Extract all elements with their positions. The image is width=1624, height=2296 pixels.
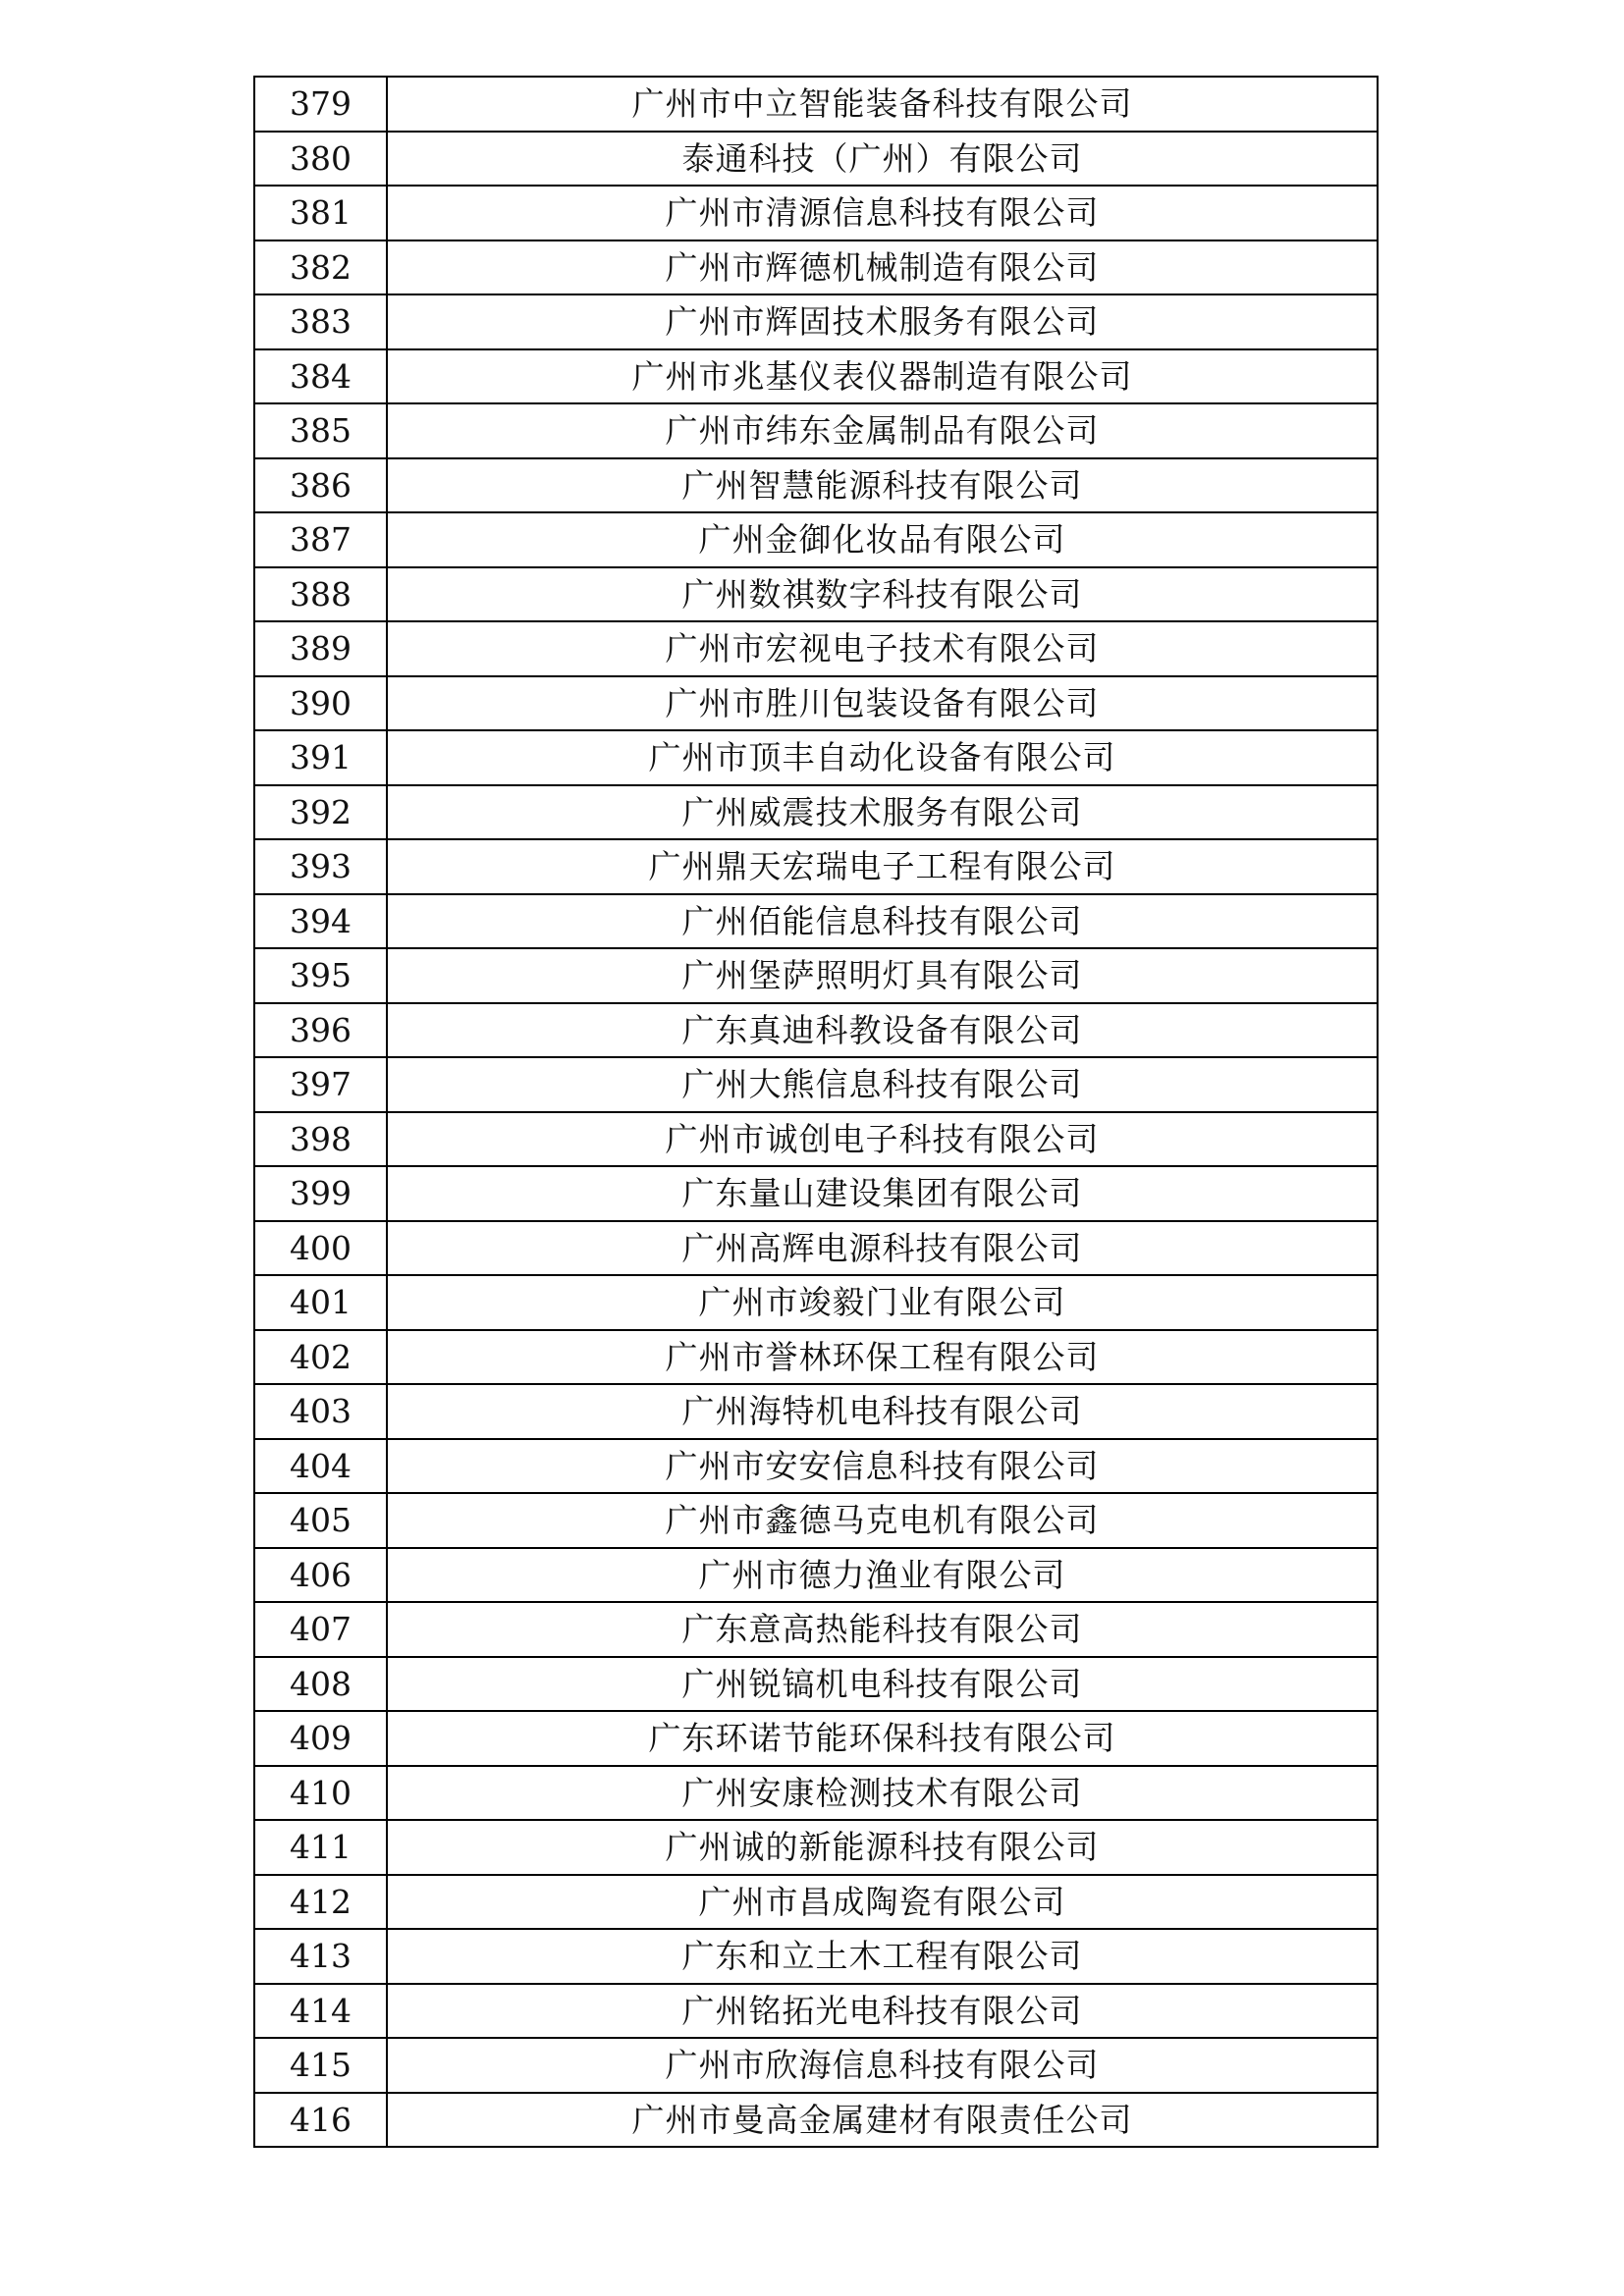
table-row (254, 132, 1378, 187)
row-number-cell: 401 (254, 1275, 387, 1330)
row-number-cell: 409 (254, 1711, 387, 1766)
table-row (254, 785, 1378, 840)
row-number-cell: 384 (254, 349, 387, 404)
company-name-cell: 广州市曼高金属建材有限责任公司 (387, 2093, 1378, 2148)
table-row (254, 839, 1378, 894)
company-name-cell: 广州市辉德机械制造有限公司 (387, 240, 1378, 295)
table-row (254, 1984, 1378, 2039)
table-row (254, 1003, 1378, 1058)
company-name-cell: 广东环诺节能环保科技有限公司 (387, 1711, 1378, 1766)
table-row (254, 1766, 1378, 1821)
table-row (254, 1112, 1378, 1167)
company-name-cell: 广州市兆基仪表仪器制造有限公司 (387, 349, 1378, 404)
table-row (254, 1820, 1378, 1875)
company-name-cell: 广东量山建设集团有限公司 (387, 1166, 1378, 1221)
row-number-cell: 395 (254, 948, 387, 1003)
company-name-cell: 广州诚的新能源科技有限公司 (387, 1820, 1378, 1875)
row-number-cell: 413 (254, 1929, 387, 1984)
row-number-cell: 380 (254, 132, 387, 187)
row-number-cell: 379 (254, 77, 387, 132)
company-name-cell: 广州市誉林环保工程有限公司 (387, 1330, 1378, 1385)
row-number-cell: 407 (254, 1602, 387, 1657)
company-name-cell: 广州市安安信息科技有限公司 (387, 1439, 1378, 1494)
table-row (254, 1548, 1378, 1603)
table-row (254, 2093, 1378, 2148)
row-number-cell: 389 (254, 621, 387, 676)
company-name-cell: 广州佰能信息科技有限公司 (387, 894, 1378, 949)
table-row (254, 458, 1378, 513)
table-row (254, 1711, 1378, 1766)
table-row (254, 1330, 1378, 1385)
company-name-cell: 广州数祺数字科技有限公司 (387, 567, 1378, 622)
company-name-cell: 广东真迪科教设备有限公司 (387, 1003, 1378, 1058)
table-row (254, 2038, 1378, 2093)
table-row (254, 621, 1378, 676)
company-name-cell: 广州市昌成陶瓷有限公司 (387, 1875, 1378, 1930)
table-row (254, 240, 1378, 295)
row-number-cell: 406 (254, 1548, 387, 1603)
company-list-table (253, 76, 1379, 2148)
table-row (254, 948, 1378, 1003)
company-name-cell: 广州高辉电源科技有限公司 (387, 1221, 1378, 1276)
row-number-cell: 400 (254, 1221, 387, 1276)
table-row (254, 186, 1378, 240)
row-number-cell: 405 (254, 1493, 387, 1548)
table-row (254, 1057, 1378, 1112)
table-row (254, 512, 1378, 567)
company-name-cell: 广州市德力渔业有限公司 (387, 1548, 1378, 1603)
row-number-cell: 402 (254, 1330, 387, 1385)
row-number-cell: 408 (254, 1657, 387, 1712)
row-number-cell: 416 (254, 2093, 387, 2148)
table-row (254, 676, 1378, 731)
row-number-cell: 403 (254, 1384, 387, 1439)
row-number-cell: 410 (254, 1766, 387, 1821)
company-name-cell: 广州堡萨照明灯具有限公司 (387, 948, 1378, 1003)
row-number-cell: 382 (254, 240, 387, 295)
company-name-cell: 广州市宏视电子技术有限公司 (387, 621, 1378, 676)
row-number-cell: 390 (254, 676, 387, 731)
table-row (254, 567, 1378, 622)
company-name-cell: 广州铭拓光电科技有限公司 (387, 1984, 1378, 2039)
row-number-cell: 404 (254, 1439, 387, 1494)
table-row (254, 730, 1378, 785)
row-number-cell: 381 (254, 186, 387, 240)
table-row (254, 294, 1378, 349)
table-row (254, 403, 1378, 458)
company-name-cell: 广州市纬东金属制品有限公司 (387, 403, 1378, 458)
row-number-cell: 411 (254, 1820, 387, 1875)
company-name-cell: 广州安康检测技术有限公司 (387, 1766, 1378, 1821)
row-number-cell: 391 (254, 730, 387, 785)
table-row (254, 1657, 1378, 1712)
table-row (254, 77, 1378, 132)
table-row (254, 1384, 1378, 1439)
company-name-cell: 广东意高热能科技有限公司 (387, 1602, 1378, 1657)
company-name-cell: 广州市欣海信息科技有限公司 (387, 2038, 1378, 2093)
row-number-cell: 396 (254, 1003, 387, 1058)
row-number-cell: 399 (254, 1166, 387, 1221)
row-number-cell: 393 (254, 839, 387, 894)
company-name-cell: 广州市胜川包装设备有限公司 (387, 676, 1378, 731)
row-number-cell: 415 (254, 2038, 387, 2093)
row-number-cell: 412 (254, 1875, 387, 1930)
row-number-cell: 414 (254, 1984, 387, 2039)
table-row (254, 1875, 1378, 1930)
table-row (254, 1166, 1378, 1221)
row-number-cell: 388 (254, 567, 387, 622)
table-row (254, 349, 1378, 404)
company-name-cell: 泰通科技（广州）有限公司 (387, 132, 1378, 187)
table-row (254, 1493, 1378, 1548)
table-row (254, 1602, 1378, 1657)
row-number-cell: 397 (254, 1057, 387, 1112)
company-name-cell: 广州大熊信息科技有限公司 (387, 1057, 1378, 1112)
company-name-cell: 广州市诚创电子科技有限公司 (387, 1112, 1378, 1167)
table-row (254, 1929, 1378, 1984)
company-name-cell: 广州市鑫德马克电机有限公司 (387, 1493, 1378, 1548)
company-name-cell: 广州市辉固技术服务有限公司 (387, 294, 1378, 349)
table-row (254, 1221, 1378, 1276)
company-name-cell: 广州威震技术服务有限公司 (387, 785, 1378, 840)
table-row (254, 894, 1378, 949)
company-name-cell: 广州市竣毅门业有限公司 (387, 1275, 1378, 1330)
company-name-cell: 广州市清源信息科技有限公司 (387, 186, 1378, 240)
table-row (254, 1275, 1378, 1330)
table-body (254, 77, 1378, 2147)
company-name-cell: 广州金御化妆品有限公司 (387, 512, 1378, 567)
row-number-cell: 387 (254, 512, 387, 567)
row-number-cell: 385 (254, 403, 387, 458)
row-number-cell: 386 (254, 458, 387, 513)
row-number-cell: 398 (254, 1112, 387, 1167)
company-name-cell: 广州鼎天宏瑞电子工程有限公司 (387, 839, 1378, 894)
row-number-cell: 392 (254, 785, 387, 840)
row-number-cell: 383 (254, 294, 387, 349)
company-name-cell: 广州市中立智能装备科技有限公司 (387, 77, 1378, 132)
table-row (254, 1439, 1378, 1494)
company-name-cell: 广州市顶丰自动化设备有限公司 (387, 730, 1378, 785)
company-name-cell: 广州海特机电科技有限公司 (387, 1384, 1378, 1439)
company-name-cell: 广州智慧能源科技有限公司 (387, 458, 1378, 513)
company-name-cell: 广东和立土木工程有限公司 (387, 1929, 1378, 1984)
company-name-cell: 广州锐镐机电科技有限公司 (387, 1657, 1378, 1712)
row-number-cell: 394 (254, 894, 387, 949)
